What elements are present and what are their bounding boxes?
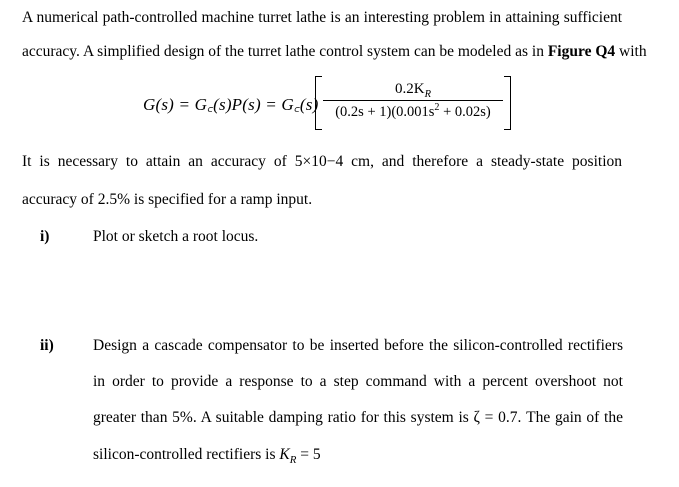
accuracy-line-1-text: It is necessary to attain an accuracy of 5×10−4 cm, and therefore a steady-state position [22,153,622,170]
part-ii-line-1-text: Design a cascade compensator to be inserted before the silicon-controlled rectifiers [93,337,623,354]
part-ii-line-1 [93,336,623,356]
part-ii-line-4 [93,445,321,465]
equation-lhs: G(s) = G꜀(s)P(s) = G꜀(s) [143,95,319,114]
intro-line-1 [22,8,622,28]
intro-line-2-suffix: with [615,43,647,60]
numerator-subscript: R [424,89,431,100]
figure-reference: Figure Q4 [547,43,616,60]
part-i-label: i) [40,228,50,245]
gain-subscript: R [289,454,297,467]
part-ii-line-4-prefix: silicon-controlled rectifiers is [93,446,280,463]
fraction-bar [323,100,503,101]
right-bracket [504,76,511,130]
intro-line-2-prefix: accuracy. A simplified design of the turret lathe control system can be modeled as in [22,43,548,60]
accuracy-line-2: accuracy of 2.5% is specified for a ramp input. [22,191,313,208]
part-i-text: Plot or sketch a root locus. [93,228,259,245]
left-bracket [315,76,322,130]
denominator-part-b: + 0.02s) [439,104,491,120]
part-ii-line-3 [93,408,623,428]
equation-fraction [323,80,503,121]
numerator-text: 0.2K [394,81,425,97]
part-ii-label: ii) [40,337,54,354]
denominator-part-a: (0.2s + 1)(0.001s [335,104,435,120]
gain-variable: K [279,446,290,463]
intro-line-1-text: A numerical path-controlled machine turret lathe is an interesting problem in attaining sufficient [22,9,622,26]
equation-numerator [323,80,503,99]
accuracy-line-1 [22,152,622,172]
part-ii-line-2-text: in order to provide a response to a step command with a percent overshoot not [93,373,623,390]
gain-value: = 5 [296,446,321,463]
part-ii-line-2 [93,372,623,392]
equation-denominator [323,103,503,121]
transfer-function-equation [143,74,523,132]
part-ii-line-3-text: greater than 5%. A suitable damping ratio for this system is ζ = 0.7. The gain of the [93,409,623,426]
intro-line-2 [22,42,647,62]
denominator-exponent: 2 [434,102,440,114]
